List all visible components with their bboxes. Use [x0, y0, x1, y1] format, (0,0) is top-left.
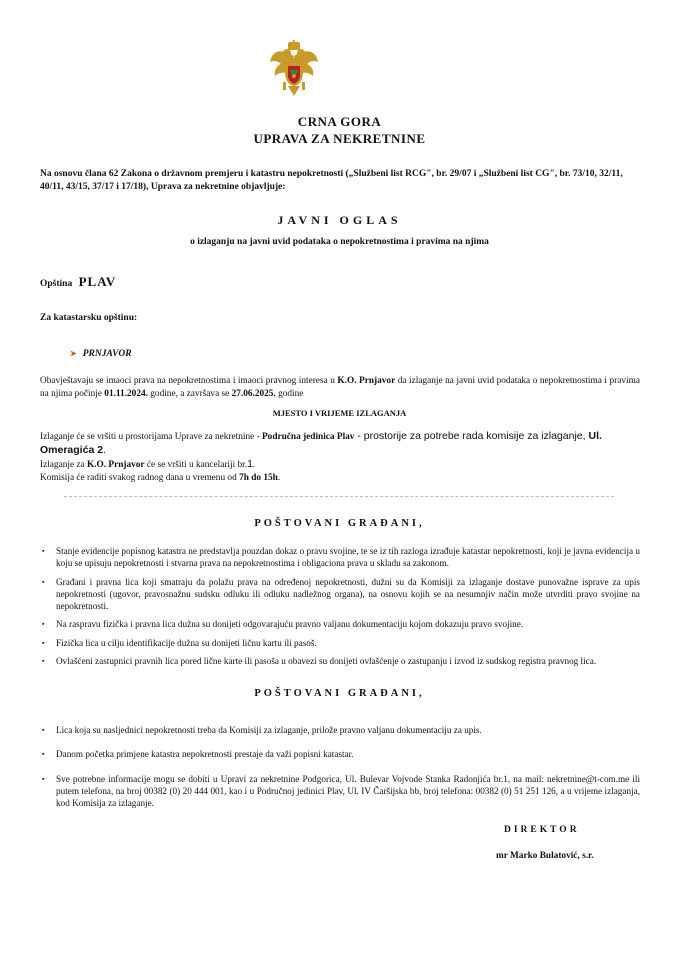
list-item: ▪ Ovlašćeni zastupnici pravnih lica pored lične karte ili pasoša u obavezi su donijeti ovlašćenje o zastupanju i izvod iz sudskog registra pravnog lica.: [40, 655, 640, 667]
location-line: [40, 430, 640, 458]
coat-of-arms-icon: [268, 40, 320, 98]
hours-line: [40, 472, 640, 485]
hours-text-1: Komisija će raditi svakog radnog dana u vremenu od: [40, 473, 240, 483]
working-hours: 7h do 15h: [239, 473, 278, 483]
office-text-1: Izlaganje za: [40, 460, 87, 470]
cadastral-municipality-label: Za katastarsku opštinu:: [40, 313, 138, 323]
citizens-heading-2: POŠTOVANI GRAĐANI,: [254, 688, 425, 699]
office-text-2: će se vršiti u kancelariji br.: [144, 460, 248, 470]
place-and-time-paragraph: [40, 430, 640, 485]
notice-ko: K.O. Prnjavor: [337, 376, 396, 386]
hours-text-2: .: [277, 473, 281, 483]
announcement-subtitle: o izlaganju na javni uvid podataka o nepokretnostima i pravima na njima: [190, 237, 489, 247]
location-text-3: .: [103, 444, 106, 456]
street-address: Ul. Omeragića 2: [40, 430, 602, 456]
legal-basis-intro: Na osnovu člana 62 Zakona o državnom premjeru i katastru nepokretnosti („Službeni list RCG", br. 29/07 i „Službeni list CG", br. 73/10, 32/11, 40/11, 43/15, 37/17 i 17/18), Uprava za nekretnine objavljuje:: [40, 169, 623, 192]
signature-name: mr Marko Bulatović, s.r.: [496, 851, 594, 861]
notice-text-2: da izlaganje na javni uvid podataka o nepokretnostima i pravima na njima počinje: [40, 376, 640, 399]
notice-text-4: godine: [275, 388, 304, 399]
municipality-label: Opština: [40, 279, 73, 289]
signature-title: DIREKTOR: [504, 825, 580, 835]
start-date: 01.11.2024.: [104, 388, 148, 399]
list-item: ▪ Fizička lica u cilju identifikacije dužna su donijeti ličnu kartu ili pasoš.: [40, 637, 640, 649]
notice-paragraph: [40, 375, 640, 400]
list-item: ▪ Lica koja su nasljednici nepokretnosti treba da Komisiji za izlaganje, prilože pravno valjanu dokumentaciju za upis.: [40, 724, 640, 736]
regional-unit: Područna jedinica Plav: [262, 432, 355, 442]
country-title: CRNA GORA: [297, 114, 382, 129]
citizens-notice-list-2: [40, 724, 640, 821]
office-line: [40, 458, 640, 472]
citizens-heading-1: POŠTOVANI GRAĐANI,: [254, 518, 425, 529]
list-item: ▪ Na raspravu fizička i pravna lica dužna su donijeti odgovarajuću pravno valjanu dokumentaciju kojom dokazuju pravo svojine.: [40, 618, 640, 630]
notice-text-3: godine, a završava se: [147, 388, 232, 399]
location-text-1: Izlaganje će se vršiti u prostorijama Uprave za nekretnine -: [40, 432, 262, 442]
office-number: 1: [247, 458, 253, 470]
location-text-2: - prostorije za potrebe rada komisije za izlaganje,: [354, 430, 589, 442]
arrow-bullet-icon: ➤: [70, 349, 77, 358]
list-item: ▪ Građani i pravna lica koji smatraju da polažu prava na određenoj nepokretnosti, dužni su da Komisiji za izlaganje dostave punovažne isprave za upis nepokretnosti (ugovor, pravosnažnu sudsku odluku ili odluku nadležnog organa), na osnovu kojih se na nesumnjiv način može utvrditi pravo svojine na nepokretnosti.: [40, 576, 640, 613]
office-ko: K.O. Prnjavor: [86, 460, 145, 470]
institution-title: UPRAVA ZA NEKRETNINE: [253, 131, 426, 146]
end-date: 27.06.2025.: [231, 388, 276, 399]
office-text-3: .: [252, 460, 256, 470]
announcement-title: JAVNI OGLAS: [277, 213, 402, 227]
place-and-time-heading: MJESTO I VRIJEME IZLAGANJA: [272, 408, 407, 418]
citizens-notice-list-1: [40, 545, 640, 673]
cadastral-municipality-name: PRNJAVOR: [82, 349, 132, 359]
list-item: ▪ Sve potrebne informacije mogu se dobiti u Upravi za nekretnine Podgorica, Ul. Bulevar Vojvode Stanka Radonjića br.1, na mail: nekretnine@t-com.me ili putem telefona, na broj 00382 (0) 20 444 001, kao i u Područnoj jedinici Plav, Ul. IV Čaršijska bb, broj telefona: 00382 (0) 51 251 126, a u vrijeme izlaganja, kod Komisija za izlaganje.: [40, 773, 640, 810]
section-divider: [64, 496, 614, 497]
list-item: ▪ Stanje evidencije popisnog katastra ne predstavlja pouzdan dokaz o pravu svojine, te se iz tih razloga izrađuje katastar nepokretnosti, koji je javna evidencija u koju se upisuju nepokretnosti i stvarna prava na nepokretnostima i obligaciona prava u skladu sa zakonom.: [40, 545, 640, 570]
list-item: ▪ Danom početka primjene katastra nepokretnosti prestaje da važi popisni katastar.: [40, 748, 640, 760]
cadastral-municipality-item: [70, 349, 132, 359]
municipality-name: PLAV: [78, 274, 117, 289]
notice-text-1: Obavještavaju se imaoci prava na nepokretnostima i imaoci pravnog interesa u: [40, 376, 338, 386]
municipality-line: [40, 274, 116, 290]
